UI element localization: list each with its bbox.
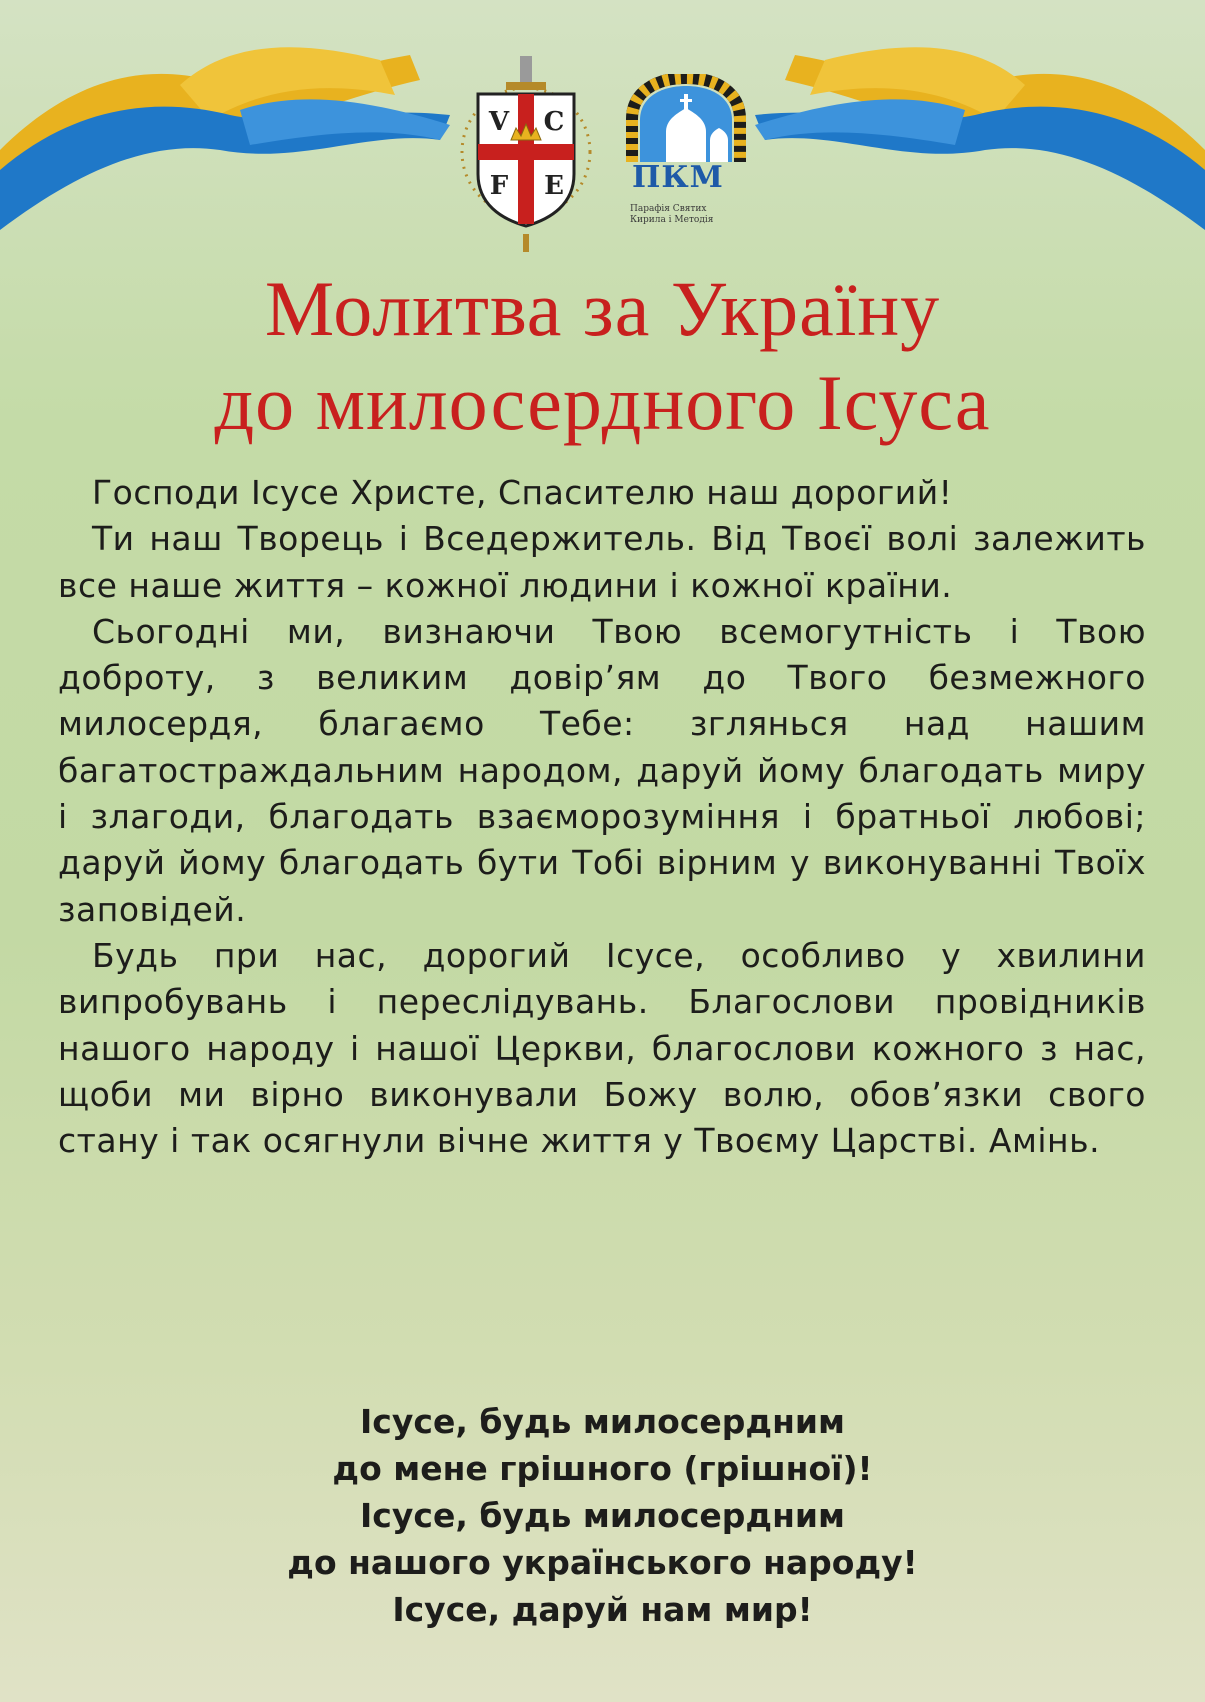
pkm-label: ПКМ — [632, 160, 724, 195]
vcfe-crest-icon — [456, 54, 596, 254]
prayer-paragraph-3: Сьогодні ми, визнаючи Твою всемогутність і Твою доброту, з великим довір’ям до Твого безмежного милосердя, благаємо Тебе: зглянься над нашим багатостраждальним народом, даруй йому благодать миру і злагоди, благодать взаєморозуміння і братньої любові; даруй йому благодать бути Тобі вірним у виконуванні Твоїх заповідей. — [58, 611, 1146, 929]
title-line-1: Молитва за Україну — [264, 265, 941, 352]
crest-letter-f: F — [489, 171, 509, 201]
refrain-line-3: Ісусе, будь милосердним — [360, 1496, 845, 1535]
refrain-line-1: Ісусе, будь милосердним — [360, 1402, 845, 1441]
flag-ribbon-left-icon — [0, 0, 470, 250]
refrain-line-4: до нашого українського народу! — [287, 1543, 918, 1582]
pkm-subtitle-line2: Кирила і Методія — [630, 215, 714, 225]
pkm-subtitle-line1: Парафія Святих — [630, 204, 707, 214]
pkm-subtitle — [630, 204, 750, 226]
flag-ribbon-right-icon — [735, 0, 1205, 250]
church-dome-icon — [626, 74, 746, 164]
refrain-line-2: до мене грішного (грішної)! — [332, 1449, 873, 1488]
crest-letter-v: V — [488, 107, 510, 137]
title-line-2: до милосердного Ісуса — [214, 359, 991, 446]
prayer-text — [58, 470, 1146, 1164]
prayer-paragraph-1: Господи Ісусе Христе, Спасителю наш дорогий! — [92, 473, 953, 512]
pkm-logo — [626, 74, 746, 234]
refrain — [0, 1398, 1205, 1633]
crest-letter-c: C — [543, 107, 565, 137]
crest-letter-e: E — [544, 171, 564, 201]
prayer-paragraph-4: Будь при нас, дорогий Ісусе, особливо у хвилини випробувань і переслідувань. Благослови провідників нашого народу і нашої Церкви, благослови кожного з нас, щоби ми вірно виконували Божу волю, обов’язки свого стану і так осягнули вічне життя у Твоєму Царстві. Амінь. — [58, 935, 1146, 1161]
prayer-paragraph-2: Ти наш Творець і Вседержитель. Від Твоєї волі залежить все наше життя – кожної людини і кожної країни. — [58, 519, 1146, 605]
page-title — [0, 262, 1205, 450]
refrain-line-5: Ісусе, даруй нам мир! — [392, 1590, 813, 1629]
